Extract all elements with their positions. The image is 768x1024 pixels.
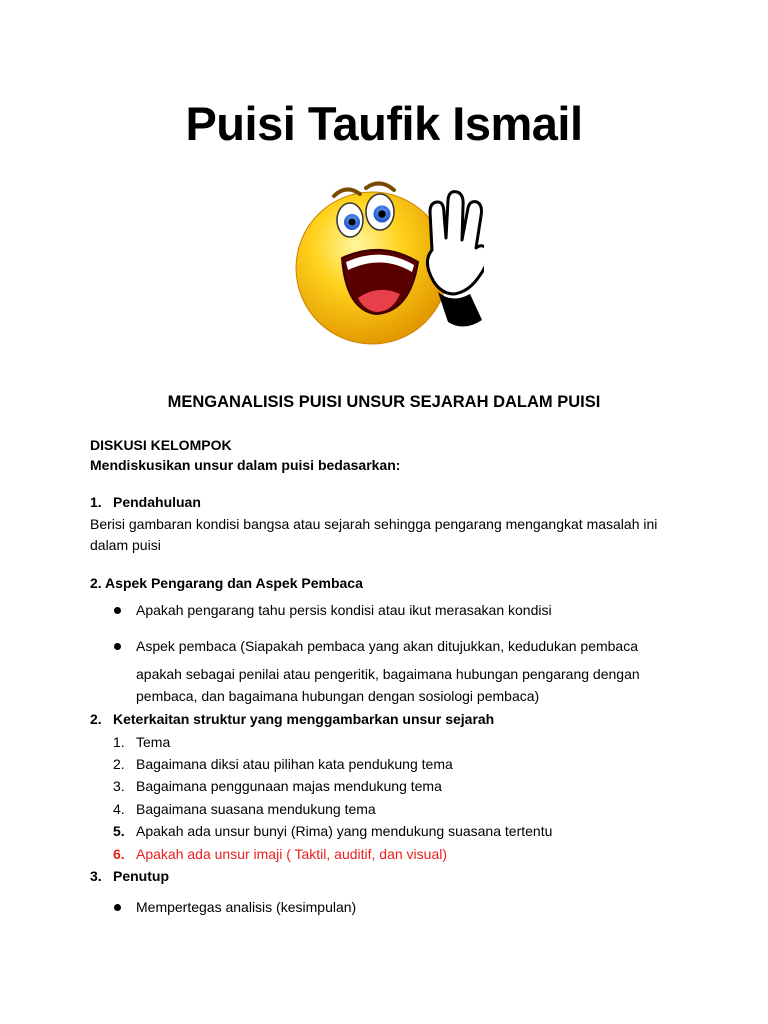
section4-bullet: Mempertegas analisis (kesimpulan) [136,899,357,915]
list-item: Bagaimana penggunaan majas mendukung tema [136,778,442,794]
list-item: Bagaimana diksi atau pilihan kata pendukung tema [136,756,453,772]
list-item-number-highlight: 6. [113,846,125,862]
list-item: Bagaimana suasana mendukung tema [136,801,376,817]
section4-title: Penutup [113,868,169,884]
section2-bullet-line: apakah sebagai penilai atau pengeritik, bagaimana hubungan pengarang dengan [136,666,640,682]
list-item: Tema [136,734,171,750]
bullet-icon [114,643,121,650]
diskusi-label: DISKUSI KELOMPOK [90,437,232,453]
section4-number: 3. [90,868,102,884]
section1-title: Pendahuluan [113,494,201,510]
section1-body-line: Berisi gambaran kondisi bangsa atau sejarah sehingga pengarang mengangkat masalah ini [90,516,658,532]
bullet-icon [114,607,121,614]
bullet-icon [114,904,121,911]
list-item-number: 4. [113,801,125,817]
section-heading: MENGANALISIS PUISI UNSUR SEJARAH DALAM PUISI [167,393,601,411]
list-item-number: 2. [113,756,125,772]
list-item: Apakah ada unsur bunyi (Rima) yang mendukung suasana tertentu [136,823,553,839]
section2-title: 2. Aspek Pengarang dan Aspek Pembaca [90,575,363,591]
list-item-number: 1. [113,734,125,750]
instruction-text: Mendiskusikan unsur dalam puisi bedasarkan: [90,457,401,473]
document-title: Puisi Taufik Ismail [185,97,583,150]
list-item-number: 3. [113,778,125,794]
shouting-smiley-icon [284,162,484,352]
list-item-number: 5. [113,823,125,839]
section2-bullet: Aspek pembaca (Siapakah pembaca yang akan ditujukkan, kedudukan pembaca [136,638,638,654]
section2-bullet-line: pembaca, dan bagaimana hubungan dengan sosiologi pembaca) [136,688,540,704]
section1-number: 1. [90,494,102,510]
section3-number: 2. [90,711,102,727]
section2-bullet: Apakah pengarang tahu persis kondisi atau ikut merasakan kondisi [136,602,552,618]
section1-body-line: dalam puisi [90,537,161,553]
list-item-highlight: Apakah ada unsur imaji ( Taktil, auditif, dan visual) [136,846,448,862]
section3-title: Keterkaitan struktur yang menggambarkan unsur sejarah [113,711,495,727]
